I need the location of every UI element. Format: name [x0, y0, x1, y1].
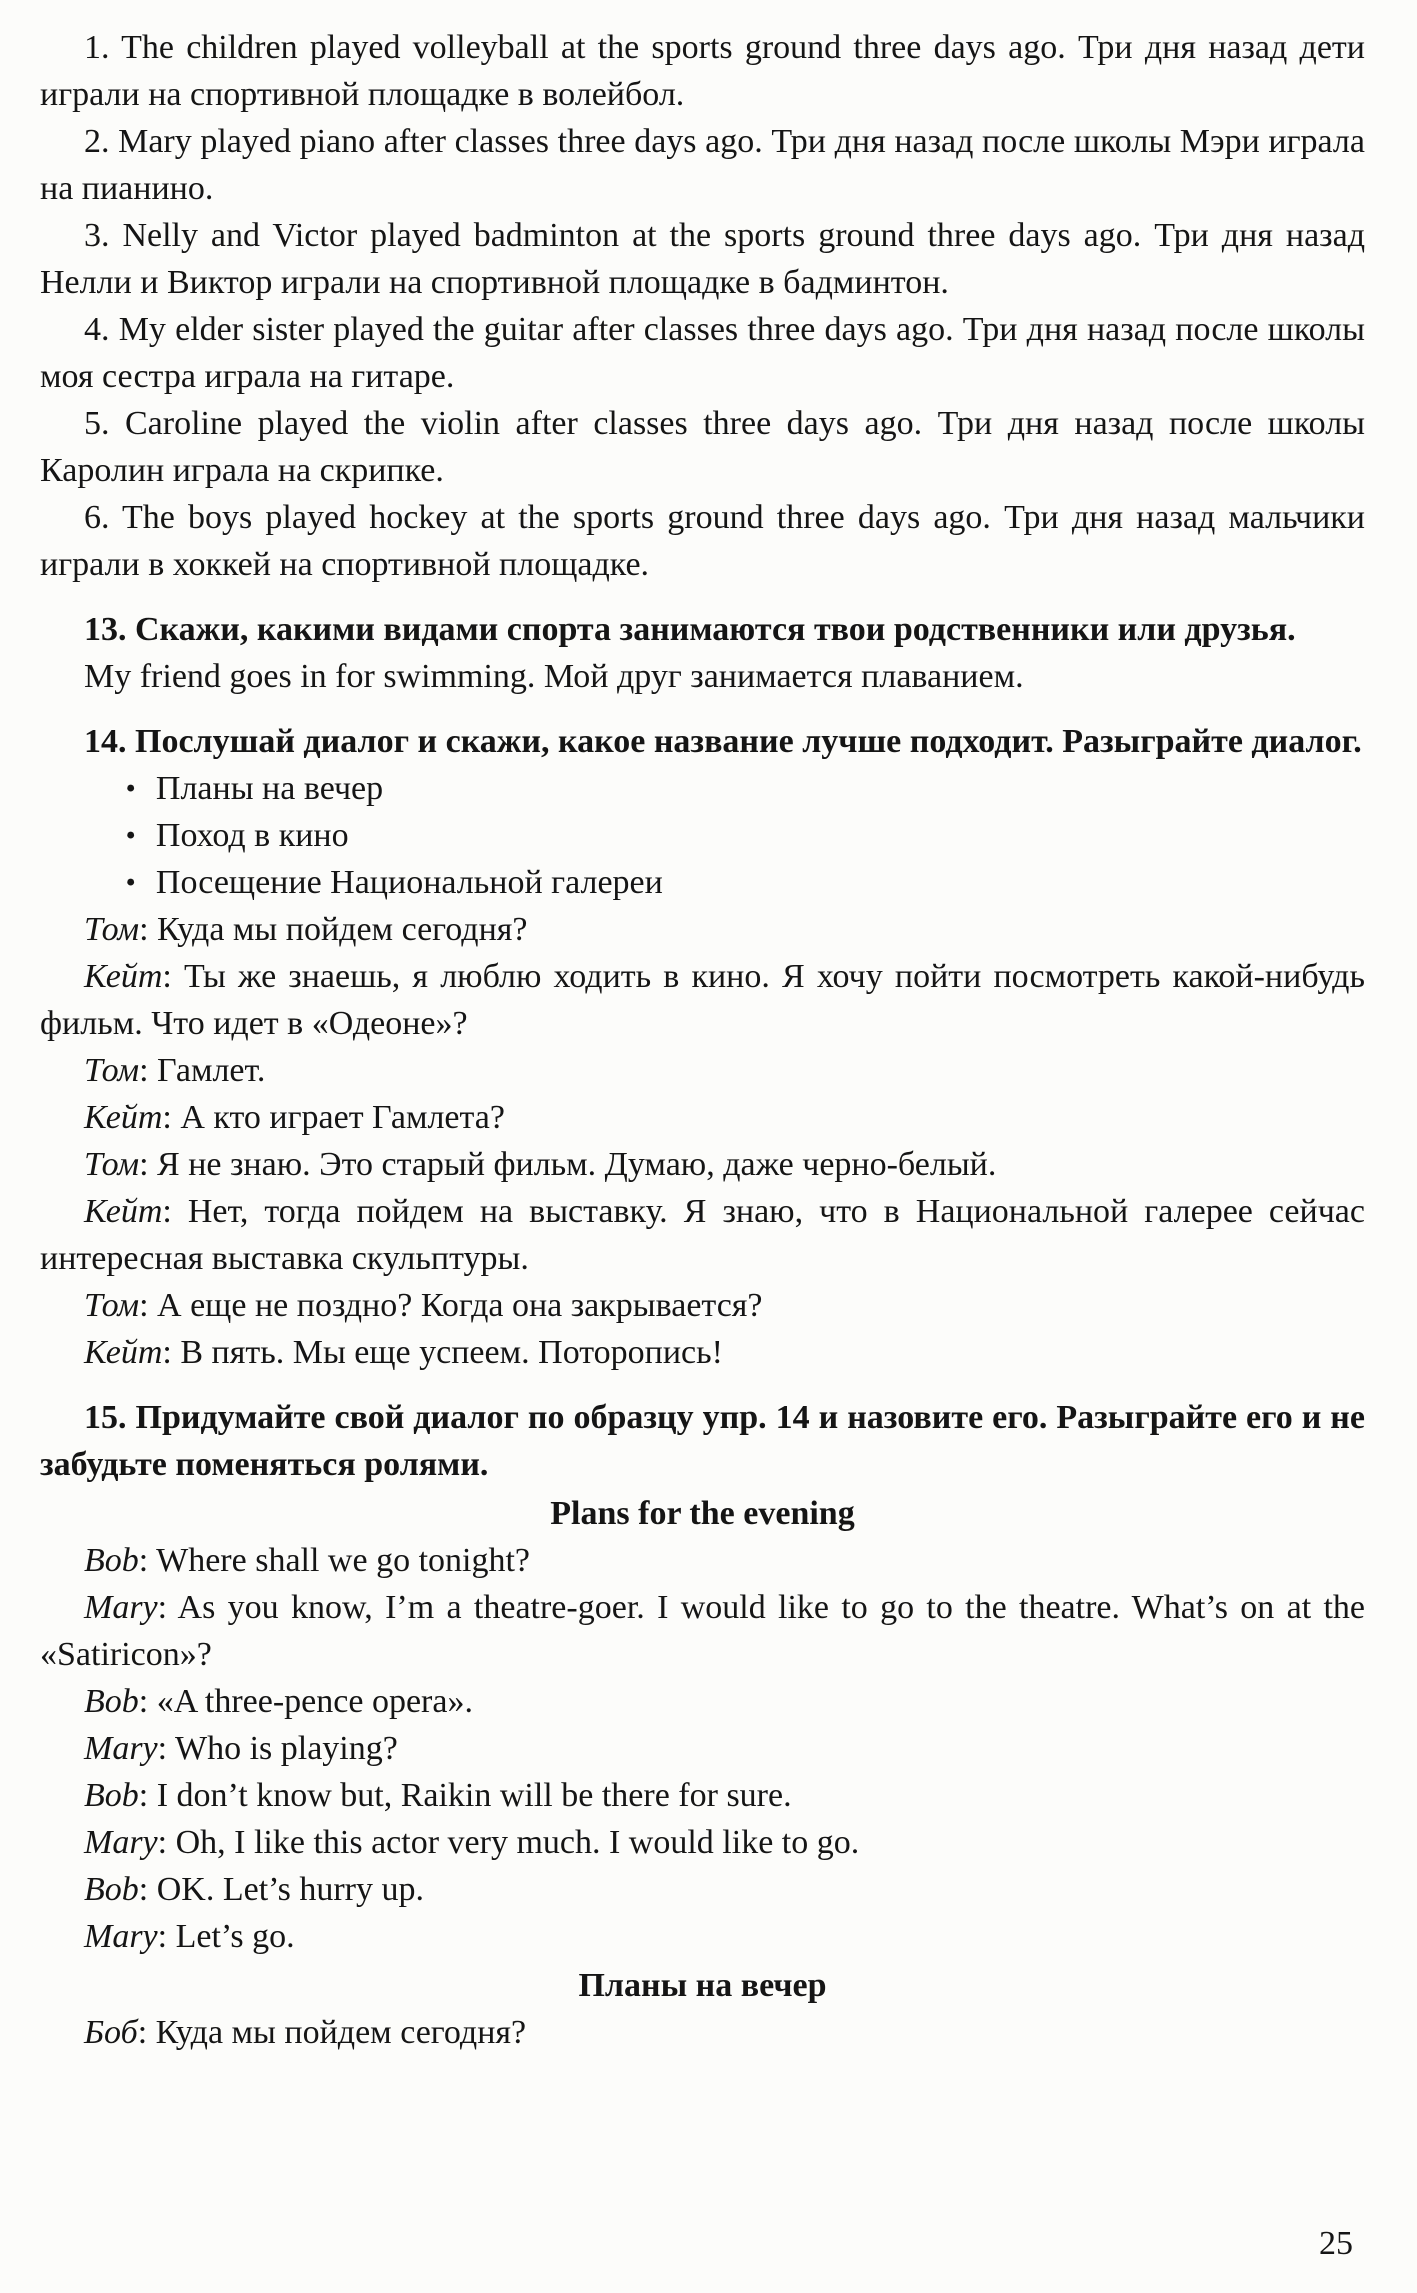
bullet-icon: • [125, 772, 136, 805]
speaker-name: Кейт [84, 958, 163, 995]
paragraph-text: Планы на вечер [155, 770, 384, 807]
speaker-name: Кейт [84, 1193, 163, 1230]
paragraph-text: : Нет, тогда пойдем на выставку. Я знаю, что в Национальной галерее сейчас интересная выставка скульптуры. [40, 1193, 1365, 1277]
paragraph-text: 13. Скажи, какими видами спорта занимаются твои родственники или друзья. [84, 611, 1296, 648]
exercise-item [40, 306, 1365, 400]
exercise-item [40, 212, 1365, 306]
dialogue-line [40, 1584, 1365, 1678]
paragraph-text: 5. Caroline played the violin after classes three days ago. Три дня назад после школы Каролин играла на скрипке. [40, 405, 1365, 489]
speaker-name: Bob [84, 1871, 139, 1908]
paragraph-text: Планы на вечер [578, 1967, 827, 2004]
task-heading [40, 606, 1365, 653]
speaker-name: Bob [84, 1683, 139, 1720]
dialogue-line [40, 1282, 1365, 1329]
bullet-item [40, 765, 1365, 812]
dialogue-line [40, 1772, 1365, 1819]
dialogue-line [40, 1537, 1365, 1584]
paragraph-text: : Who is playing? [157, 1730, 398, 1767]
dialogue-line [40, 1188, 1365, 1282]
bullet-icon: • [125, 866, 136, 899]
dialogue-line [40, 953, 1365, 1047]
exercise-item [40, 24, 1365, 118]
paragraph-text: 3. Nelly and Victor played badminton at the sports ground three days ago. Три дня назад Нелли и Виктор играли на спортивной площадке в бадминтон. [40, 217, 1365, 301]
paragraph-text: : Куда мы пойдем сегодня? [137, 2014, 527, 2051]
speaker-name: Bob [84, 1542, 139, 1579]
speaker-name: Bob [84, 1777, 139, 1814]
speaker-name: Mary [84, 1824, 158, 1861]
paragraph-text: : Куда мы пойдем сегодня? [139, 911, 528, 948]
bullet-item [40, 812, 1365, 859]
paragraph-text: 14. Послушай диалог и скажи, какое название лучше подходит. Разыграйте диалог. [84, 723, 1362, 760]
paragraph-text: : В пять. Мы еще успеем. Поторопись! [162, 1334, 723, 1371]
paragraph-text: : As you know, I’m a theatre-goer. I would like to go to the theatre. What’s on at the «Satiricon»? [40, 1589, 1365, 1673]
speaker-name: Кейт [84, 1334, 163, 1371]
bullet-item [40, 859, 1365, 906]
dialogue-line [40, 1678, 1365, 1725]
exercise-item [40, 400, 1365, 494]
exercise-item [40, 118, 1365, 212]
dialogue-line [40, 1913, 1365, 1960]
dialogue-line [40, 1819, 1365, 1866]
task-heading [40, 718, 1365, 765]
speaker-name: Том [84, 911, 140, 948]
paragraph-text: : А еще не поздно? Когда она закрывается? [139, 1287, 763, 1324]
dialogue-line [40, 906, 1365, 953]
paragraph-text: : Я не знаю. Это старый фильм. Думаю, даже черно-белый. [139, 1146, 997, 1183]
paragraph-text: Посещение Национальной галереи [155, 864, 663, 901]
paragraph-text: : OK. Let’s hurry up. [138, 1871, 424, 1908]
paragraph-text: : А кто играет Гамлета? [162, 1099, 505, 1136]
dialogue-line [40, 1725, 1365, 1772]
speaker-name: Mary [84, 1918, 158, 1955]
task-heading [40, 1394, 1365, 1488]
paragraph-text: : Гамлет. [139, 1052, 266, 1089]
paragraph-text: 1. The children played volleyball at the sports ground three days ago. Три дня назад дети играли на спортивной площадке в волейбол. [40, 29, 1365, 113]
paragraph-text: : Let’s go. [157, 1918, 295, 1955]
paragraph-text: : Oh, I like this actor very much. I would like to go. [157, 1824, 860, 1861]
dialogue-line [40, 2009, 1365, 2056]
speaker-name: Боб [84, 2014, 138, 2051]
speaker-name: Mary [84, 1730, 158, 1767]
dialogue-line [40, 1047, 1365, 1094]
paragraph-text: 15. Придумайте свой диалог по образцу упр. 14 и назовите его. Разыграйте его и не забудьте поменяться ролями. [40, 1399, 1365, 1483]
dialogue-line [40, 1094, 1365, 1141]
example-line [40, 653, 1365, 700]
dialogue-line [40, 1141, 1365, 1188]
dialogue-line [40, 1329, 1365, 1376]
speaker-name: Том [84, 1052, 140, 1089]
dialogue-line [40, 1866, 1365, 1913]
page-content [40, 24, 1365, 2056]
paragraph-text: 6. The boys played hockey at the sports ground three days ago. Три дня назад мальчики играли в хоккей на спортивной площадке. [40, 499, 1365, 583]
paragraph-text: : I don’t know but, Raikin will be there for sure. [138, 1777, 792, 1814]
paragraph-text: : «A three-pence opera». [138, 1683, 473, 1720]
paragraph-text: 4. My elder sister played the guitar after classes three days ago. Три дня назад после школы моя сестра играла на гитаре. [40, 311, 1365, 395]
paragraph-text: Plans for the evening [550, 1495, 855, 1532]
paragraph-text: Поход в кино [155, 817, 349, 854]
paragraph-text: : Ты же знаешь, я люблю ходить в кино. Я хочу пойти посмотреть какой-нибудь фильм. Что идет в «Одеоне»? [40, 958, 1365, 1042]
speaker-name: Том [84, 1287, 140, 1324]
exercise-item [40, 494, 1365, 588]
paragraph-text: My friend goes in for swimming. Мой друг занимается плаванием. [84, 658, 1024, 695]
section-title [40, 1490, 1365, 1537]
section-title [40, 1962, 1365, 2009]
bullet-icon: • [125, 819, 136, 852]
paragraph-text: 2. Mary played piano after classes three days ago. Три дня назад после школы Мэри играла на пианино. [40, 123, 1365, 207]
speaker-name: Mary [84, 1589, 158, 1626]
page-number: 25 [1319, 2225, 1353, 2262]
paragraph-text: : Where shall we go tonight? [138, 1542, 530, 1579]
speaker-name: Кейт [84, 1099, 163, 1136]
speaker-name: Том [84, 1146, 140, 1183]
